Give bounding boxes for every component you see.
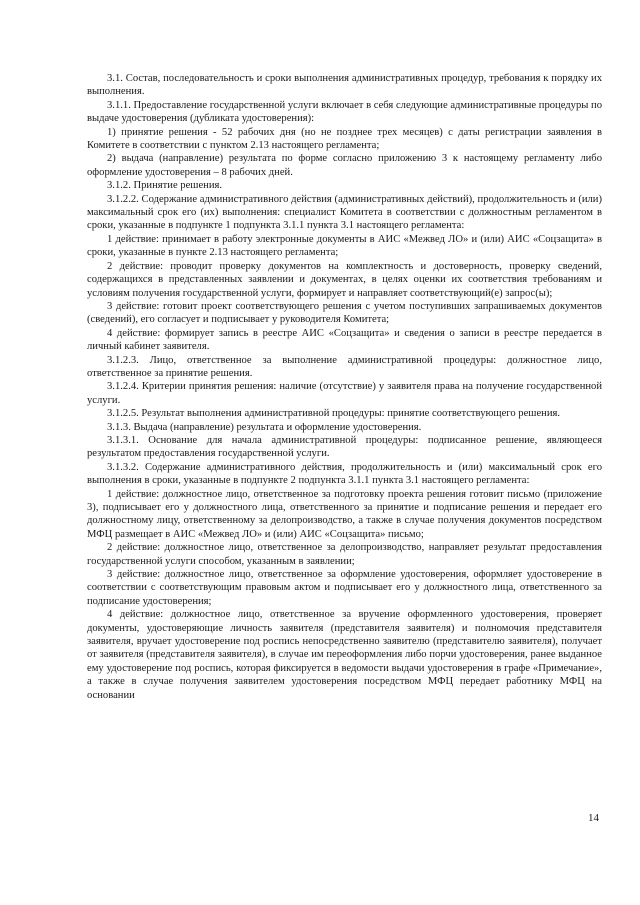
paragraph-3-1-2-3: 3.1.2.3. Лицо, ответственное за выполнение административной процедуры: должностное лицо, ответственное за принятие решения. (87, 354, 602, 379)
issue-action-4: 4 действие: должностное лицо, ответственное за вручение оформленного удостоверения, проверяет документы, удостоверяющие личность заявителя (представителя заявителя) и полномочия представителя заявителя, вручает удостоверение под роспись непосредственно заявителю (представителю заявителя), получает от заявителя (представителя заявителя), в случае им переоформления либо порчи удостоверения, ранее выданное ему удостоверение под роспись, которая фиксируется в ведомости выдачи удостоверения в графе «Примечание», а также в случае получения заявителем удостоверения посредством МФЦ передает работнику МФЦ на основании (87, 609, 602, 701)
issue-action-2: 2 действие: должностное лицо, ответственное за делопроизводство, направляет результат предоставления государственной услуги способом, указанным в заявлении; (87, 542, 602, 567)
paragraph-3-1-2-4: 3.1.2.4. Критерии принятия решения: наличие (отсутствие) у заявителя права на получение государственной услуги. (87, 381, 602, 406)
action-2: 2 действие: проводит проверку документов на комплектность и достоверность, проверку сведений, содержащихся в представленных заявлении и документах, в целях оценки их соответствия требованиям и условиям получения государственной услуги, формирует и направляет соответствующий(е) запрос(ы); (87, 260, 602, 299)
page-number: 14 (588, 812, 599, 824)
paragraph-3-1: 3.1. Состав, последовательность и сроки выполнения административных процедур, требования к порядку их выполнения. (87, 73, 602, 98)
action-1: 1 действие: принимает в работу электронные документы в АИС «Межвед ЛО» и (или) АИС «Соцзащита» в сроки, указанные в пункте 2.13 настоящего регламента; (87, 233, 602, 259)
paragraph-3-1-2: 3.1.2. Принятие решения. (107, 180, 223, 192)
paragraph-3-1-3: 3.1.3. Выдача (направление) результата и оформление удостоверения. (107, 421, 422, 433)
action-3: 3 действие: готовит проект соответствующего решения с учетом поступивших запрашиваемых документов (сведений), его согласует и подписывает у руководителя Комитета; (87, 300, 602, 326)
body-text (87, 72, 602, 702)
paragraph-3-1-2-5: 3.1.2.5. Результат выполнения административной процедуры: принятие соответствующего решения. (107, 408, 561, 420)
issue-action-3: 3 действие: должностное лицо, ответственное за оформление удостоверения, оформляет удостоверение в соответствии с соответствующим правовым актом и подписывает его у должностного лица, ответственного за подписание удостоверения; (87, 569, 602, 607)
issue-action-1: 1 действие: должностное лицо, ответственное за подготовку проекта решения готовит письмо (приложение 3), подписывает его у должностного лица, ответственного за принятие и подписание решения и передает его должностному лицу, ответственному за делопроизводство, а также в случае получения документов посредством МФЦ размещает в АИС «Межвед ЛО» и (или) АИС «Соцзащита» письмо; (87, 488, 602, 540)
paragraph-3-1-2-2: 3.1.2.2. Содержание административного действия (административных действий), продолжительность и (или) максимальный срок его (их) выполнения: специалист Комитета в соответствии с должностным регламентом в сроки, указанные в подпункте 1 подпункта 3.1.1 пункта 3.1 настоящего регламента: (87, 193, 602, 232)
paragraph-3-1-3-1: 3.1.3.1. Основание для начала административной процедуры: подписанное решение, являющееся результатом предоставления государственной услуги. (87, 434, 602, 460)
list-item-1: 1) принятие решения - 52 рабочих дня (но не позднее трех месяцев) с даты регистрации заявления в Комитете в соответствии с пунктом 2.13 настоящего регламента; (87, 126, 602, 152)
paragraph-3-1-3-2: 3.1.3.2. Содержание административного действия, продолжительность и (или) максимальный срок его выполнения в сроки, указанные в подпункте 2 подпункта 3.1.1 пункта 3.1 настоящего регламента: (87, 461, 602, 487)
action-4: 4 действие: формирует запись в реестре АИС «Соцзащита» и сведения о записи в реестре передается в личный кабинет заявителя. (87, 327, 602, 353)
list-item-2: 2) выдача (направление) результата по форме согласно приложению 3 к настоящему регламенту либо оформление удостоверения – 8 рабочих дней. (87, 153, 602, 178)
paragraph-3-1-1: 3.1.1. Предоставление государственной услуги включает в себя следующие административные процедуры по выдаче удостоверения (дубликата удостоверения): (87, 99, 602, 125)
